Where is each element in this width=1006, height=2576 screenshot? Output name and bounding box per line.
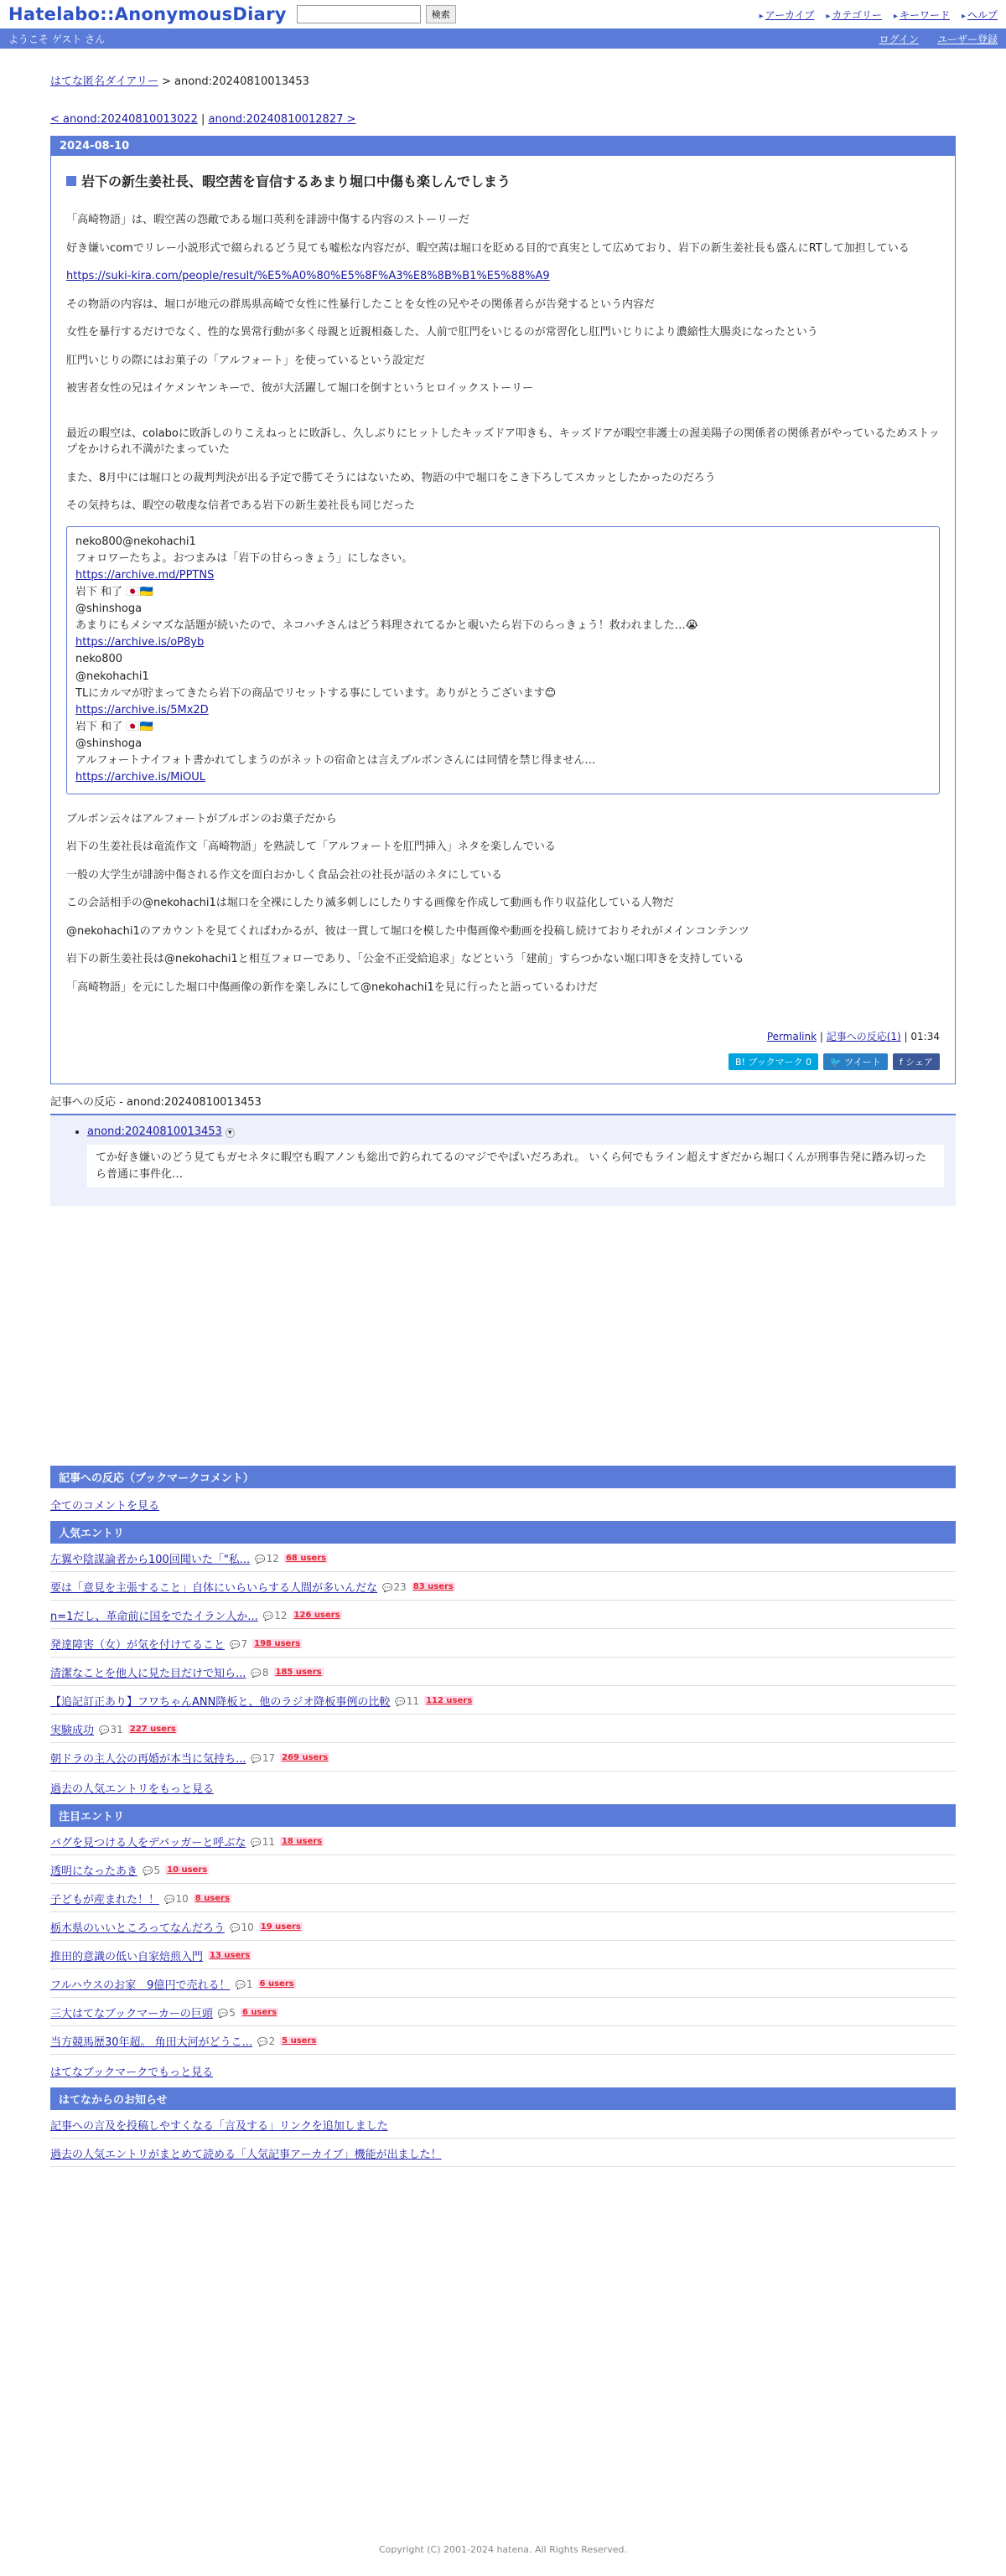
entry-link[interactable]: 清潔なことを他人に見た目だけで知ら... [50,1668,246,1681]
quote-line: あまりにもメシマズな話題が続いたので、ネコハチさんはどう料理されてるかと覗いたら岩下のらっきょう！救われました…😭 [75,619,698,633]
all-comments-link[interactable]: 全てのコメントを見る [50,1500,160,1513]
quote-block [66,526,940,794]
reaction-link[interactable]: anond:20240810013453 [87,1125,222,1139]
list-item [50,1601,956,1629]
comment-count: 💬 31 [99,1724,123,1735]
register-link[interactable]: ユーザー登録 [936,33,998,45]
paragraph: 一般の大学生が誹謗中傷される作文を面白おかしく食品会社の社長が話のネタにしている [66,868,503,882]
quote-line: TLにカルマが貯まってきたら岩下の商品でリセットする事にしています。ありがとうございます😊 [75,686,557,700]
page-footer: Copyright (C) 2001-2024 hatena. All Rights Reserved. [379,2544,627,2555]
paragraph: この会話相手の@nekohachi1は堀口を全裸にしたり滅多刺しにしたりする画像を作成して動画も作り収益化している人物だ [66,897,674,910]
popular-more-row [50,1772,956,1804]
entry-link[interactable]: 栃木県のいいところってなんだろう [50,1922,226,1936]
main-content [50,72,956,2167]
share-buttons [66,1053,940,1070]
login-link[interactable]: ログイン [879,33,919,45]
entry-link[interactable]: フルハウスのお家 9億円で売れる！ [50,1979,231,1993]
entry-link[interactable]: 推田的意識の低い自家焙煎入門 [50,1951,204,1964]
archive-link-1[interactable]: https://archive.md/PPTNS [75,568,215,582]
list-item [50,1743,956,1772]
news-item [50,2139,956,2167]
paragraph: @nekohachi1のアカウントを見てくればわかるが、彼は一貫して堀口を模した中傷画像や動画を投稿し続けておりそれがメインコンテンツ [66,924,749,938]
quote-line: @shinshoga [75,737,143,751]
list-item [50,1715,956,1743]
comment-count: 💬 1 [235,1979,252,1990]
header-bar [0,0,1006,28]
attention-more-link[interactable]: はてなブックマークでもっと見る [50,2066,214,2080]
paragraph: 岩下の生姜社長は竜流作文「高崎物語」を熟読して「アルフォートを肛門挿入」ネタを楽しんでいる [66,841,556,854]
users-badge[interactable]: 112 users [426,1696,473,1706]
reactions-link[interactable]: 記事への反応(1) [826,1031,901,1043]
header-links [760,8,998,22]
permalink[interactable]: Permalink [766,1031,817,1043]
prev-next-nav [50,113,956,126]
entry-link[interactable]: 発達障害（女）が気を付けてること [50,1639,226,1653]
users-badge[interactable]: 6 users [259,1979,294,1989]
paragraph: ブルボン云々はアルフォートがブルボンのお菓子だから [66,812,337,825]
bookmark-comments-header: 記事への反応（ブックマークコメント） [50,1466,956,1488]
search-form [297,5,456,23]
suki-kira-link[interactable]: https://suki-kira.com/people/result/%E5%A0%80%E5%8F%A3%E8%8B%B1%E5%88%A9 [66,270,550,282]
entry-link[interactable]: 三大はてなブックマーカーの巨頭 [50,2008,213,2021]
facebook-share-button[interactable]: f シェア [893,1053,940,1070]
paragraph: その気持ちは、暇空の敬虔な信者である岩下の新生姜社長も同じだった [66,499,416,512]
comment-count: 💬 7 [230,1638,247,1650]
attention-more-row [50,2055,956,2087]
paragraph: 岩下の新生姜社長は@nekohachi1と相互フォローであり、「公金不正受給追求」などという「建前」すらつかない堀口叩きを支持している [66,953,744,966]
hatena-bookmark-button[interactable]: B! ブックマーク 0 [729,1053,818,1070]
welcome-text: ようこそ ゲスト さん [8,33,106,45]
quote-line: フォロワーたちよ。おつまみは「岩下の甘らっきょう」にしなさい。 [75,551,413,565]
paragraph: 肛門いじりの際にはお菓子の「アルフォート」を使っているという設定だ [66,354,425,367]
entry-link[interactable]: 朝ドラの主人公の再婚が本当に気持ち... [50,1753,246,1766]
tweet-button[interactable]: 🐦 ツイート [823,1053,888,1070]
list-item [50,1998,956,2026]
comment-count: 💬 10 [230,1922,254,1933]
users-badge[interactable]: 8 users [194,1894,230,1904]
spacer [66,409,940,426]
help-link[interactable]: ▸ ヘルプ [962,8,998,22]
news-header: はてなからのお知らせ [50,2087,956,2110]
next-entry-link[interactable]: anond:20240810012827 > [208,113,356,126]
attention-entries-list [50,1827,956,2055]
all-comments-row [50,1488,956,1521]
popular-entries-list [50,1544,956,1772]
list-item [50,1969,956,1998]
entry-link[interactable]: バグを見つける人をデバッガーと呼ぶな [50,1837,246,1850]
prev-entry-link[interactable]: < anond:20240810013022 [50,113,198,126]
list-item [50,1686,956,1715]
news-item [50,2110,956,2139]
category-link[interactable]: ▸ カテゴリー [826,8,882,22]
article-date: 2024-08-10 [51,137,955,156]
users-badge[interactable]: 269 users [282,1753,329,1763]
list-item [50,1855,956,1884]
popular-entries-header: 人気エントリ [50,1521,956,1544]
paragraph: 最近の暇空は、colaboに敗訴しのりこえねっとに敗訴し、久しぶりにヒットしたキッズドア叩きも、キッズドアが暇空非護士の渥美陽子の関係者の関係者がやっているためストップをかけられ不満がたまっていた [66,427,940,456]
entry-link[interactable]: 当方競馬歴30年超。 角田大河がどうこ... [50,2036,253,2050]
title-square-icon [66,176,76,186]
users-badge[interactable]: 10 users [167,1865,208,1875]
entry-link[interactable]: n=1だし、革命前に国をでたイラン人か... [50,1611,258,1624]
search-button[interactable]: 検索 [426,5,456,23]
quote-line: アルフォートナイフォト書かれてしまうのがネットの宿命とは言えブルボンさんには同情を禁じ得ません… [75,754,596,768]
list-item [50,1884,956,1912]
article-title-row [66,171,940,190]
users-badge[interactable]: 126 users [293,1611,340,1621]
users-badge[interactable]: 5 users [282,2036,317,2046]
quote-line: neko800@nekohachi1 [75,535,196,548]
comment-count: 💬 2 [257,2035,275,2047]
article-body [51,156,955,1084]
ad-space [50,1206,956,1466]
list-item [50,1658,956,1686]
entry-link[interactable]: 透明になったあき [50,1865,138,1879]
reactions-box [50,1114,956,1206]
paragraph: 「高崎物語」を元にした堀口中傷画像の新作を楽しみにして@nekohachi1を見に行ったと語っているわけだ [66,980,598,994]
reaction-excerpt: てか好き嫌いのどう見てもガセネタに暇空も暇アノンも総出で釣られてるのマジでやばいだろあれ。 いくら何でもライン超えすぎだから堀口くんが刑事告発に踏み切ったら普通に事件化… [87,1145,944,1187]
breadcrumb-separator: > [161,75,171,88]
user-bar [0,28,1006,49]
news-list [50,2110,956,2167]
users-badge[interactable]: 198 users [254,1639,301,1649]
comment-count: 💬 23 [382,1581,407,1593]
users-badge[interactable]: 19 users [260,1922,301,1932]
article-title: 岩下の新生姜社長、暇空茜を盲信するあまり堀口中傷も楽しんでしまう [81,173,511,189]
breadcrumb-current: anond:20240810013453 [174,75,309,88]
popular-more-link[interactable]: 過去の人気エントリをもっと見る [50,1783,215,1797]
users-badge[interactable]: 185 users [275,1668,322,1678]
entry-link[interactable]: 左翼や陰謀論者から100回聞いた「"私... [50,1554,251,1567]
entry-link[interactable]: 実験成功 [50,1725,95,1738]
entry-link[interactable]: 要は「意見を主張すること」自体にいらいらする人間が多いんだな [50,1582,378,1596]
paragraph: また、8月中には堀口との裁判判決が出る予定で勝てそうにはないため、物語の中で堀口をこき下ろしてスカッとしたかったのだろう [66,471,716,484]
reactions-title: 記事への反応 - anond:20240810013453 [50,1096,262,1110]
search-input[interactable] [297,5,421,23]
keyword-link[interactable]: ▸ キーワード [894,8,950,22]
comment-count: 💬 11 [395,1695,419,1707]
users-badge[interactable]: 13 users [210,1951,251,1961]
list-item [50,1572,956,1601]
quote-line: @nekohachi1 [75,670,149,683]
comment-count: 💬 10 [164,1893,189,1905]
paragraph: 好き嫌いcomでリレー小説形式で綴られるどう見ても嘘松な内容だが、暇空茜は堀口を貶める目的で真実として広めており、岩下の新生姜社長も盛んにRTして加担している [66,241,910,255]
quote-line: @shinshoga [75,603,143,616]
paragraph-link [66,268,940,285]
list-item [50,1544,956,1572]
archive-link-3[interactable]: https://archive.is/5Mx2D [75,703,209,716]
paragraph: 被害者女性の兄はイケメンヤンキーで、彼が大活躍して堀口を倒すというヒロイックストーリー [66,382,534,395]
users-badge[interactable]: 18 users [281,1837,323,1847]
users-badge[interactable]: 6 users [241,2008,277,2018]
list-item [50,1941,956,1969]
comment-count: 💬 5 [218,2007,236,2019]
news-link[interactable]: 過去の人気エントリがまとめて読める「人気記事アーカイブ」機能が出ました！ [50,2149,442,2162]
reaction-item [87,1125,944,1187]
expand-icon[interactable]: ▾ [226,1128,235,1138]
list-item [50,2026,956,2055]
article [50,136,956,1084]
comment-count: 💬 12 [255,1553,279,1565]
comment-count: 💬 11 [251,1836,275,1848]
entry-link[interactable]: 子どもが産まれた！！ [50,1894,160,1907]
users-badge[interactable]: 227 users [129,1725,176,1735]
archive-link-4[interactable]: https://archive.is/MiOUL [75,771,206,784]
breadcrumb [50,72,956,88]
users-badge[interactable]: 68 users [285,1554,327,1564]
comment-count: 💬 5 [143,1865,160,1876]
quote-line: 岩下 和了 🇯🇵🇺🇦 [75,721,153,734]
post-time: 01:34 [910,1031,940,1043]
comment-count: 💬 8 [251,1667,268,1679]
list-item [50,1827,956,1855]
paragraph: 女性を暴行するだけでなく、性的な異常行動が多く母親と近親相姦した、人前で肛門をいじるのが常習化し肛門いじりにより濃縮性大腸炎になったという [66,326,818,339]
attention-entries-header: 注目エントリ [50,1804,956,1827]
entry-link[interactable]: 【追記訂正あり】フワちゃんANN降板と、他のラジオ降板事例の比較 [50,1696,391,1710]
comment-count: 💬 12 [263,1610,288,1622]
quote-line: 岩下 和了 🇯🇵🇺🇦 [75,585,153,598]
paragraph: その物語の内容は、堀口が地元の群馬県高崎で女性に性暴行したことを女性の兄やその関係者らが告発するという内容だ [66,297,656,311]
users-badge[interactable]: 83 users [412,1582,454,1592]
nav-separator: | [201,113,205,126]
paragraph: 「高崎物語」は、暇空茜の怨敵である堀口英利を誹謗中傷する内容のストーリーだ [66,214,470,226]
site-logo[interactable]: Hatelabo::AnonymousDiary [8,4,287,24]
list-item [50,1629,956,1658]
archive-link[interactable]: ▸ アーカイブ [760,8,815,22]
list-item [50,1912,956,1941]
news-link[interactable]: 記事への言及を投稿しやすくなる「言及する」リンクを追加しました [50,2120,388,2134]
comment-count: 💬 17 [251,1752,275,1764]
archive-link-2[interactable]: https://archive.is/oP8yb [75,636,205,649]
quote-line: neko800 [75,653,123,666]
article-footer: Permalink | 記事への反応(1) | 01:34 [766,1031,940,1043]
breadcrumb-home[interactable]: はてな匿名ダイアリー [50,75,158,88]
